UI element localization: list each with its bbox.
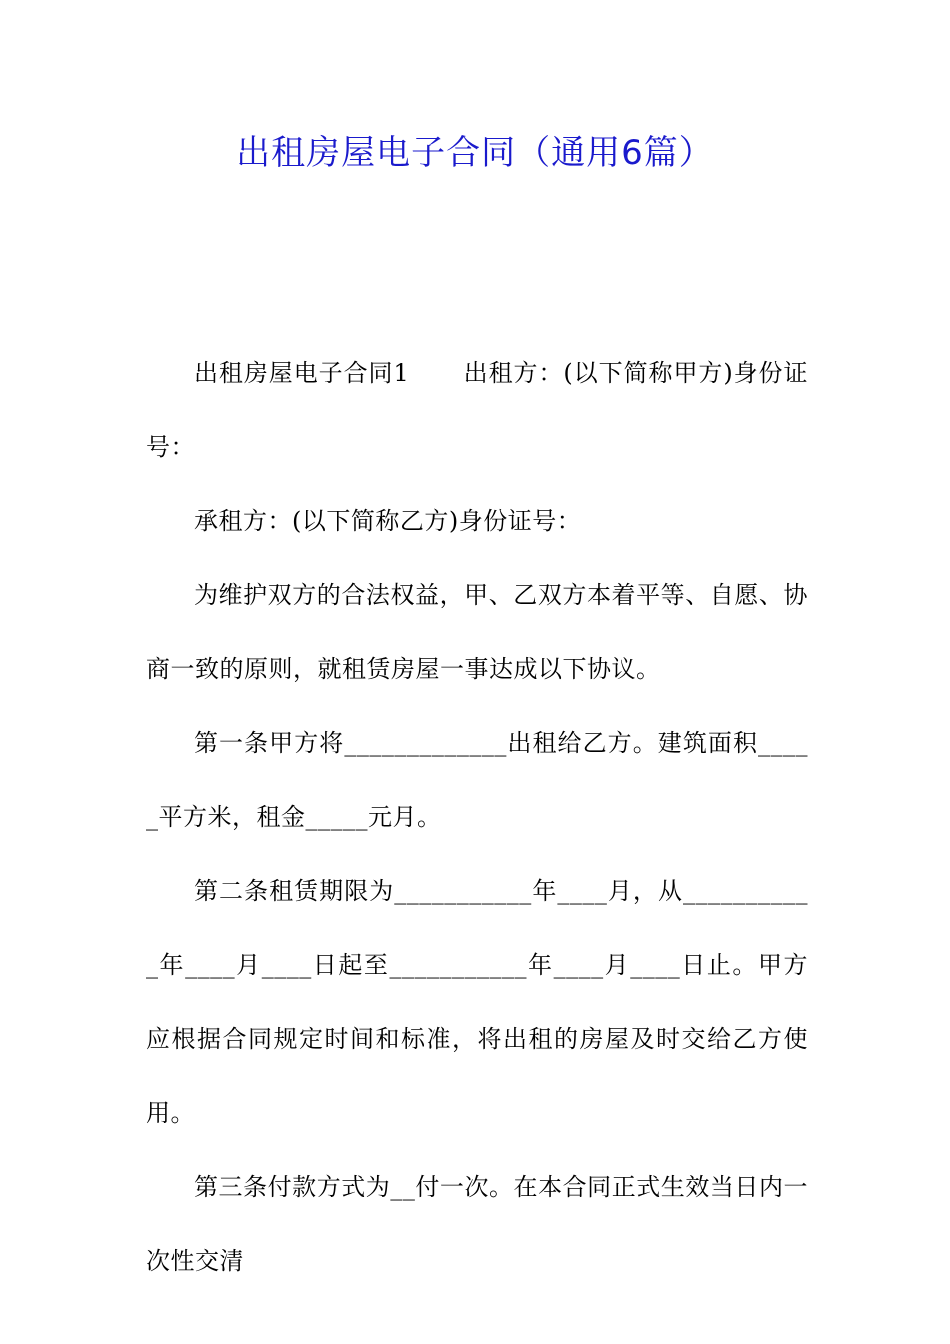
paragraph-article-1: 第一条甲方将_____________出租给乙方。建筑面积_____平方米，租金_____元月。 [146,729,808,831]
paragraph-purpose: 为维护双方的合法权益，甲、乙双方本着平等、自愿、协商一致的原则，就租赁房屋一事达成以下协议。 [146,581,808,683]
paragraph-article-2: 第二条租赁期限为___________年____月，从___________年____月____日起至___________年____月____日止。甲方应根据合同规定时间和标准，将出租的房屋及时交给乙方使用。 [146,877,808,1127]
lessor-line: 出租方：(以下简称甲方)身份证号： [146,359,808,461]
paragraph-article-3: 第三条付款方式为__付一次。在本合同正式生效当日内一次性交清 [146,1173,808,1275]
paragraph-lessee: 承租方：(以下简称乙方)身份证号： [194,507,582,535]
document-body [146,336,808,1298]
document-title: 出租房屋电子合同（通用6篇） [236,133,714,173]
contract-heading: 出租房屋电子合同1 [194,359,410,387]
paragraph-intro [146,336,808,484]
